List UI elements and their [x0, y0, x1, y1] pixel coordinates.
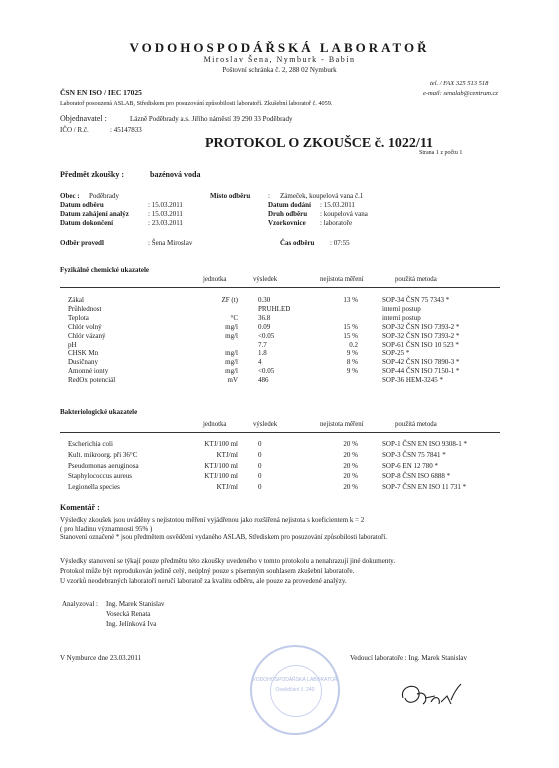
dokonceni-value: : 23.03.2011	[148, 219, 183, 227]
bact-cell-unit: KTJ/100 ml	[204, 472, 238, 481]
chem-cell-method: SOP-34 ČSN 75 7343 *	[382, 296, 450, 304]
bact-header-rule	[60, 432, 500, 433]
lab-address: Poštovní schránka č. 2, 288 02 Nymburk	[222, 66, 337, 74]
chem-cell-name: Teplota	[68, 313, 89, 322]
misto-sep: :	[268, 192, 270, 200]
chem-cell-unit: mg/l	[225, 358, 238, 367]
table-row	[0, 440, 559, 449]
chem-cell-name: Amonné ionty	[68, 367, 109, 376]
table-row	[0, 358, 559, 367]
comment-line-5: Protokol může být reprodukován jedině celý, neúplný pouze s písemným souhlasem zkušební laboratoře.	[60, 567, 355, 575]
chem-cell-unc: 15 %	[343, 322, 358, 331]
chem-cell-name: Chlór vázaný	[68, 331, 106, 340]
vzorkovnice-value: : laboratoře	[320, 219, 353, 227]
vzorkovnice-label: Vzorkovnice	[268, 219, 306, 227]
table-row	[0, 341, 559, 350]
stamp-ring-text: VODOHOSPODÁŘSKÁ LABORATOŘ	[252, 677, 338, 683]
chem-cell-unit: °C	[230, 313, 238, 322]
chem-cell-name: Chlór volný	[68, 322, 102, 331]
chem-cell-method: SOP-36 HEM-3245 *	[382, 376, 444, 385]
subject-value: bazénová voda	[150, 170, 201, 179]
chem-cell-result: 7.7	[258, 340, 267, 349]
chem-cell-unc: 13 %	[343, 296, 358, 304]
chem-cell-result: <0.05	[258, 367, 275, 376]
bact-cell-unit: KTJ/ml	[216, 450, 238, 459]
chem-cell-method: interní postup	[382, 313, 421, 322]
chem-cell-result: 1.8	[258, 349, 267, 358]
table-row	[0, 462, 559, 471]
chem-cell-method: SOP-42 ČSN ISO 7890-3 *	[382, 358, 460, 367]
table-row	[0, 314, 559, 323]
signature-icon	[395, 676, 465, 716]
datum-odberu-value: : 15.03.2011	[148, 201, 183, 209]
analyst-3: Ing. Jelínková Iva	[106, 620, 157, 628]
bact-cell-name: Staphylococcus aureus	[68, 472, 132, 481]
chem-cell-unc: 9 %	[346, 349, 358, 358]
bact-cell-name: Legionella species	[68, 483, 120, 492]
analyst-2: Vosecká Renata	[106, 610, 151, 618]
chem-cell-method: SOP-25 *	[382, 349, 410, 358]
comment-line-2: ( pro hladinu významnosti 95% )	[60, 525, 153, 533]
chem-header-result: výsledek	[253, 276, 278, 283]
table-row	[0, 472, 559, 481]
chem-cell-unit: mg/l	[225, 331, 238, 340]
bact-cell-unc: 20 %	[343, 440, 358, 448]
chem-cell-unc: 0.2	[349, 340, 358, 349]
table-row	[0, 349, 559, 358]
bact-table	[0, 440, 559, 500]
chem-header-method: použitá metoda	[395, 276, 437, 283]
chem-table	[0, 296, 559, 396]
bact-cell-method: SOP-6 EN 12 780 *	[382, 461, 439, 470]
table-row	[0, 323, 559, 332]
table-row	[0, 332, 559, 341]
chem-cell-name: Průhlednost	[68, 304, 102, 313]
bact-cell-unc: 20 %	[343, 472, 358, 481]
chem-section-title: Fyzikálně chemické ukazatele	[60, 266, 150, 274]
chem-cell-method: SOP-61 ČSN ISO 10 523 *	[382, 340, 459, 349]
bact-cell-unit: KTJ/ml	[216, 483, 238, 492]
lab-title: VODOHOSPODÁŘSKÁ LABORATOŘ	[129, 40, 430, 55]
chem-cell-unc: 8 %	[346, 358, 358, 367]
bact-cell-result: 0	[258, 450, 262, 459]
bact-header-method: použitá metoda	[395, 421, 437, 428]
bact-cell-method: SOP-1 ČSN EN ISO 9308-1 *	[382, 440, 467, 448]
chem-cell-method: SOP-44 ČSN ISO 7150-1 *	[382, 367, 460, 376]
chem-cell-name: pH	[68, 340, 77, 349]
chem-cell-method: SOP-32 ČSN ISO 7393-2 *	[382, 322, 460, 331]
chem-cell-unit: ZF (t)	[221, 296, 238, 304]
chem-cell-unc: 9 %	[346, 367, 358, 376]
chem-cell-result: 0.09	[258, 322, 271, 331]
chem-header-unit: jednotka	[203, 276, 227, 283]
chem-cell-result: 486	[258, 376, 269, 385]
table-row	[0, 296, 559, 305]
bact-cell-result: 0	[258, 472, 262, 481]
bact-cell-unc: 20 %	[343, 461, 358, 470]
comment-line-4: Výsledky stanovení se týkají pouze předmětu této zkoušky uvedeného v tomto protokolu a nenahrazují jiné dokumenty.	[60, 557, 396, 565]
misto-value: Zámeček, koupelová vana č.1	[280, 192, 364, 200]
druh-label: Druh odběru	[268, 210, 308, 218]
ico-label: IČO / R.č.	[60, 126, 89, 134]
datum-dodani-label: Datum dodání	[268, 201, 311, 209]
chem-cell-name: CHSK Mn	[68, 349, 99, 358]
page-number: Strana 1 z počtu 1	[419, 150, 463, 156]
bact-cell-name: Kult. mikroorg. při 36°C	[68, 450, 138, 459]
client-label: Objednavatel :	[60, 114, 107, 123]
bact-cell-unc: 20 %	[343, 450, 358, 459]
subject-label: Předmět zkoušky :	[60, 170, 124, 179]
misto-label: Místo odběru	[210, 192, 251, 200]
bact-cell-result: 0	[258, 440, 262, 448]
bact-header-uncertainty: nejistota měření	[320, 421, 364, 428]
chem-header-uncertainty: nejistota měření	[320, 276, 364, 283]
client-name: Lázně Poděbrady a.s. Jiřího náměstí 39 290 33 Poděbrady	[130, 115, 293, 123]
comment-line-1: Výsledky zkoušek jsou uváděny s nejistotou měření vyjádřenou jako rozšířená nejistota s koeficientem k = 2	[60, 516, 365, 524]
bact-cell-name: Pseudomonas aeruginosa	[68, 461, 139, 470]
lab-head: Vedoucí laboratoře : Ing. Marek Stanislav	[350, 654, 468, 662]
comment-title: Komentář :	[60, 503, 100, 512]
table-row	[0, 367, 559, 376]
chem-cell-result: 0.30	[258, 296, 271, 304]
stamp-center-text: Osvědčení č. 240	[275, 687, 315, 693]
zahajeni-value: : 15.03.2011	[148, 210, 183, 218]
chem-cell-unit: mg/l	[225, 349, 238, 358]
bact-section-title: Bakteriologické ukazatele	[60, 408, 138, 416]
chem-cell-result: PRUHLED	[258, 304, 291, 313]
chem-cell-result: 4	[258, 358, 262, 367]
chem-cell-name: Zákal	[68, 296, 84, 304]
lab-phone: tel. / FAX 325 513 518	[430, 80, 489, 87]
comment-line-6: U vzorků neodebraných laboratoří neručí laboratoř za kvalitu odběru, ale pouze za provedené analýzy.	[60, 577, 347, 585]
chem-cell-result: 36.8	[258, 313, 271, 322]
cas-label: Čas odběru	[280, 239, 315, 247]
table-row	[0, 483, 559, 492]
dokonceni-label: Datum dokončení	[60, 219, 114, 227]
bact-cell-unit: KTJ/100 ml	[204, 461, 238, 470]
bact-cell-method: SOP-7 ČSN EN ISO 11 731 *	[382, 483, 467, 492]
bact-cell-method: SOP-8 ČSN ISO 6888 *	[382, 472, 451, 481]
chem-cell-result: <0.05	[258, 331, 275, 340]
datum-dodani-value: : 15.03.2011	[320, 201, 355, 209]
bact-cell-method: SOP-3 ČSN 75 7841 *	[382, 450, 446, 459]
protocol-title: PROTOKOL O ZKOUŠCE č. 1022/11	[205, 136, 434, 151]
chem-cell-name: RedOx potenciál	[68, 376, 116, 385]
chem-cell-unit: mg/l	[225, 322, 238, 331]
bact-cell-unc: 20 %	[343, 483, 358, 492]
lab-email: e-mail: senalab@centrum.cz	[423, 90, 498, 97]
cas-value: : 07:55	[330, 239, 350, 247]
chem-cell-method: interní postup	[382, 304, 421, 313]
table-row	[0, 451, 559, 460]
odber-label: Odběr provedl	[60, 239, 104, 247]
bact-cell-name: Escherichia coli	[68, 440, 113, 448]
analysts-label: Analyzoval :	[62, 600, 98, 608]
chem-cell-method: SOP-32 ČSN ISO 7393-2 *	[382, 331, 460, 340]
obec-value: Poděbrady	[89, 192, 119, 200]
bact-cell-unit: KTJ/100 ml	[204, 440, 238, 448]
accreditation-standard: ČSN EN ISO / IEC 17025	[60, 88, 142, 97]
ico-value: : 45147833	[110, 126, 142, 134]
table-row	[0, 305, 559, 314]
obec-label: Obec :	[60, 192, 80, 200]
analyst-1: Ing. Marek Stanislav	[106, 600, 165, 608]
chem-cell-unc: 15 %	[343, 331, 358, 340]
chem-cell-unit: mg/l	[225, 367, 238, 376]
lab-owner: Miroslav Šena, Nymburk - Babín	[203, 55, 356, 64]
bact-cell-result: 0	[258, 483, 262, 492]
druh-value: : koupelová vana	[320, 210, 368, 218]
lab-stamp	[250, 645, 340, 735]
chem-cell-unit: mV	[227, 376, 238, 385]
place-date: V Nymburce dne 23.03.2011	[60, 654, 142, 662]
chem-header-rule	[60, 287, 500, 288]
zahajeni-label: Datum zahájení analýz	[60, 210, 129, 218]
odber-value: : Šena Miroslav	[148, 239, 193, 247]
bact-cell-result: 0	[258, 461, 262, 470]
comment-line-3: Stanovení označené * jsou předmětem osvědčení vydaného ASLAB, Střediskem pro posuzování způsobilosti laboratoří.	[60, 534, 387, 541]
table-row	[0, 376, 559, 385]
chem-cell-name: Dusičnany	[68, 358, 98, 367]
accreditation-text: Laboratoř posouzená ASLAB, Střediskem pro posuzování způsobilosti laboratoří. Zkušební laboratoř č. 4059.	[60, 100, 333, 107]
bact-header-unit: jednotka	[203, 421, 227, 428]
bact-header-result: výsledek	[253, 421, 278, 428]
datum-odberu-label: Datum odběru	[60, 201, 104, 209]
